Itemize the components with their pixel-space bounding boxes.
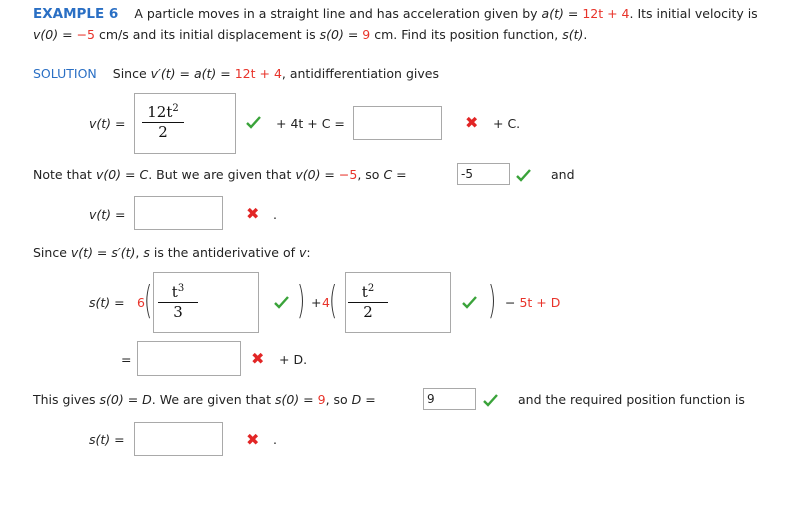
- st-fraction2: $t^2$ 2: [348, 280, 388, 321]
- st-tail: − 5t + D: [505, 295, 561, 310]
- vt-tail: + C.: [493, 116, 521, 131]
- st-label: s(t) =: [89, 295, 125, 310]
- gives-line: This gives s(0) = D. We are given that s(0) = 9, so D =: [33, 392, 376, 407]
- coefficient-4: 4: [322, 295, 330, 310]
- vt-middle-text: + 4t + C =: [276, 116, 345, 131]
- green-check-icon: [462, 295, 477, 310]
- coefficient-6: 6: [137, 295, 145, 310]
- green-check-icon: [516, 168, 531, 183]
- right-paren: ): [297, 278, 306, 322]
- since-line: Since v(t) = s′(t), s is the antiderivative of v:: [33, 245, 311, 260]
- st-expression-input[interactable]: [137, 341, 241, 376]
- solution-intro: SOLUTION Since v′(t) = a(t) = 12t + 4, antidifferentiation gives: [33, 66, 439, 81]
- vt-blank-input[interactable]: [353, 106, 442, 140]
- red-x-icon: ✖: [251, 349, 265, 368]
- st-fraction1: $t^3$ 3: [158, 280, 198, 321]
- red-x-icon: ✖: [465, 113, 479, 132]
- vt-label: v(t) =: [89, 116, 126, 131]
- problem-statement-line-2: v(0) = −5 cm/s and its initial displacement is s(0) = 9 cm. Find its position function, s(t).: [33, 27, 588, 42]
- vt2-label: v(t) =: [89, 207, 126, 222]
- vt-fraction: $12t^2$ 2: [142, 100, 184, 141]
- st2-label: s(t) =: [89, 432, 125, 447]
- red-x-icon: ✖: [246, 204, 260, 223]
- note-line: Note that v(0) = C. But we are given that v(0) = −5, so C =: [33, 167, 407, 182]
- example-label: EXAMPLE 6: [33, 6, 119, 22]
- green-check-icon: [274, 295, 289, 310]
- problem-statement-line-1: EXAMPLE 6 A particle moves in a straight line and has acceleration given by a(t) = 12t + 4. Its initial velocity is: [33, 6, 758, 22]
- red-x-icon: ✖: [246, 430, 260, 449]
- green-check-icon: [483, 393, 498, 408]
- note-tail: and: [551, 167, 575, 182]
- position-function-input[interactable]: [134, 422, 223, 456]
- gives-tail: and the required position function is: [518, 392, 745, 407]
- solution-label: SOLUTION: [33, 66, 97, 81]
- right-paren: ): [488, 278, 497, 322]
- left-paren: (: [144, 278, 153, 322]
- vt-expression-input[interactable]: [134, 196, 223, 230]
- left-paren: (: [329, 278, 338, 322]
- green-check-icon: [246, 115, 261, 130]
